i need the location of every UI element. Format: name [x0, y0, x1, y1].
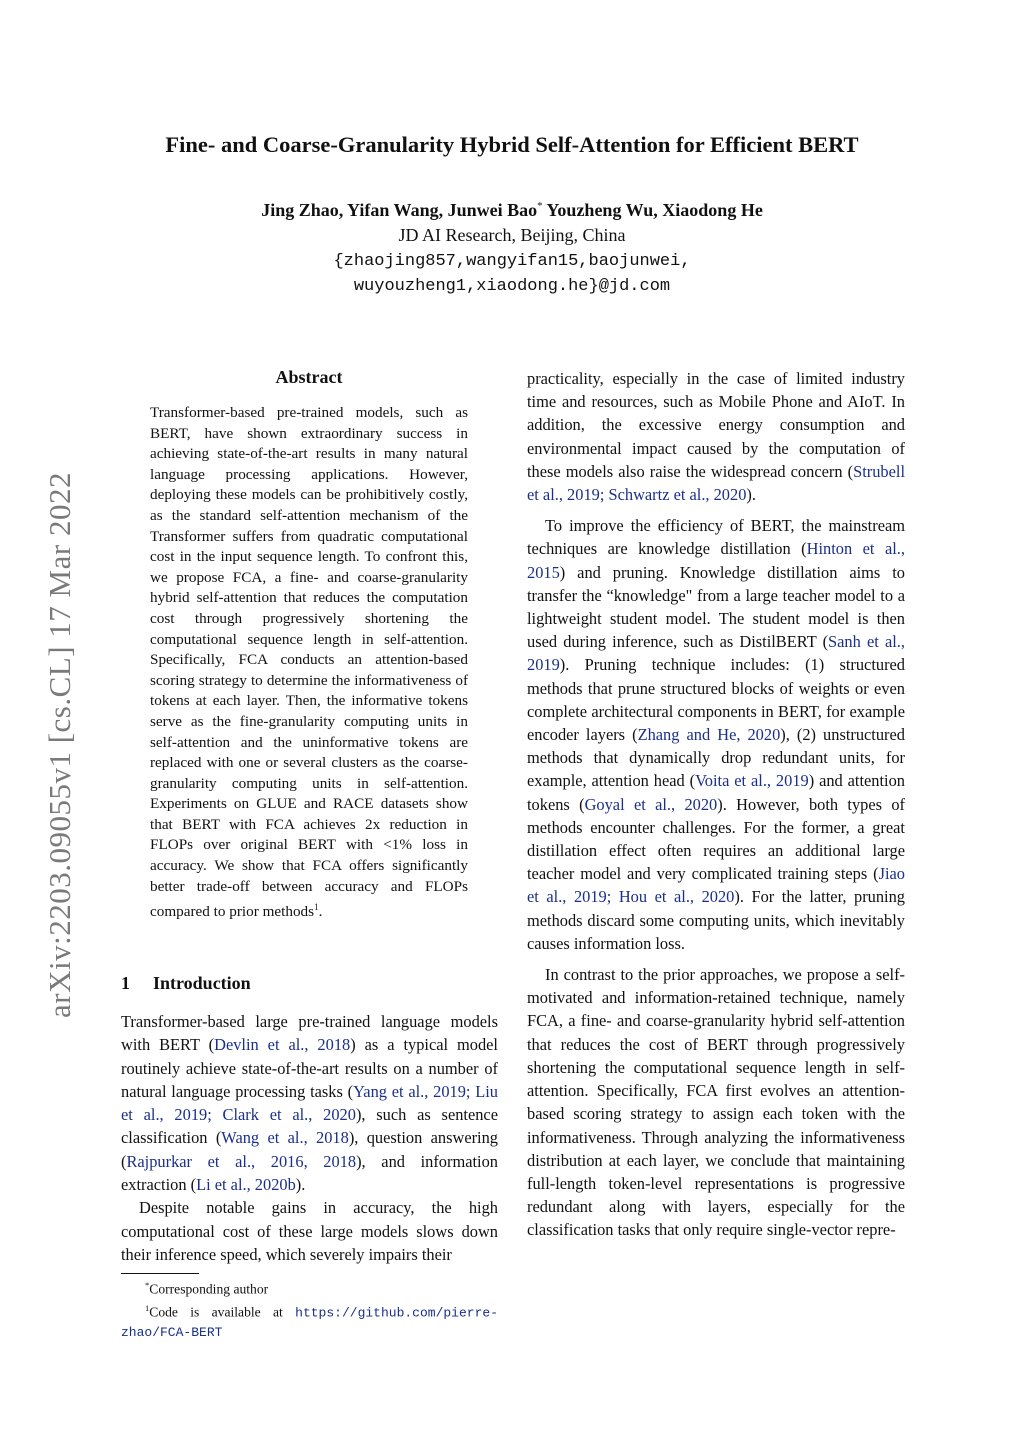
email-line-2: wuyouzheng1,xiaodong.he}@jd.com	[353, 276, 671, 296]
author-names-first: Jing Zhao, Yifan Wang, Junwei Bao	[261, 200, 538, 220]
footnote-mark: *	[145, 1280, 150, 1290]
footnote-code	[121, 1299, 498, 1343]
citation-link[interactable]: Jiao et al., 2019; Hou et al., 2020	[527, 864, 905, 907]
footnote-text: Corresponding author	[149, 1281, 269, 1297]
text-run: ) as a typical model routinely achieve state-of-the-art results on a number of natural language processing tasks (	[121, 1035, 498, 1101]
text-run: To improve the efficiency of BERT, the mainstream techniques are knowledge distillation (	[527, 516, 905, 559]
intro-paragraph-1	[121, 1010, 498, 1196]
text-run: ) and attention tokens (	[527, 771, 905, 814]
citation-link[interactable]: Yang et al., 2019; Liu et al., 2019; Clark et al., 2020	[121, 1081, 498, 1125]
text-run: ).	[295, 1175, 306, 1195]
text-run: practicality, especially in the case of limited industry time and resources, such as Mobile Phone and AIoT. In addition, the excessive energy consumption and environmental impact caused by the computation of these models also raise the widespread concern (	[527, 369, 905, 481]
text-run: ), question answering (	[121, 1128, 499, 1171]
body-paragraph-3: In contrast to the prior approaches, we propose a self-motivated and information-retained technique, namely FCA, a fine- and coarse-granularity hybrid self-attention that reduces the cost of BERT through progressively shortening the computational sequence length in self-attention. Specifically, FCA first evolves an attention-based scoring strategy to assign each token with the informativeness. Through analyzing the informativeness distribution at each layer, we conclude that maintaining full-length token-level representations is progressive redundant along with layers, especially for the classification tasks that only require single-vector repre-	[527, 965, 905, 1240]
body-paragraph-1	[527, 367, 905, 506]
email-line-1: {zhaojing857,wangyifan15,baojunwei,	[333, 252, 691, 271]
section-title: Introduction	[153, 973, 251, 993]
left-column	[121, 1010, 498, 1266]
text-run: ), such as sentence classification (	[121, 1105, 498, 1148]
affiliation: JD AI Research, Beijing, China	[398, 225, 626, 245]
citation-link[interactable]: Goyal et al., 2020	[584, 794, 718, 814]
footnote-text: Code is available at	[149, 1304, 296, 1320]
citation-link[interactable]: Devlin et al., 2018	[214, 1035, 351, 1055]
footnote-divider	[121, 1273, 199, 1274]
footnote-ref[interactable]: 1	[314, 902, 319, 913]
footnotes	[121, 1276, 498, 1343]
text-run: ). Pruning technique includes: (1) structured methods that prune structured blocks of weights or even complete architectural components in BERT, for example encoder layers (	[527, 655, 905, 745]
footnote-corresponding	[121, 1276, 498, 1299]
code-url-link[interactable]: https://github.com/pierre-zhao/FCA-BERT	[121, 1305, 498, 1341]
text-run: ), (2) unstructured methods that dynamically drop redundant units, for example, attention head (	[527, 725, 905, 791]
intro-paragraph-2: Despite notable gains in accuracy, the high computational cost of these large models slows down their inference speed, which severely impairs their	[121, 1198, 498, 1264]
abstract-end: .	[318, 903, 323, 921]
citation-link[interactable]: Zhang and He, 2020	[637, 725, 781, 745]
body-paragraph-2	[527, 514, 905, 955]
citation-link[interactable]: Sanh et al., 2019	[527, 632, 905, 675]
author-names-rest: Youzheng Wu, Xiaodong He	[542, 200, 763, 220]
arxiv-side-stamp: arXiv:2203.09055v1 [cs.CL] 17 Mar 2022	[42, 472, 77, 1018]
text-run: ). For the latter, pruning methods discard some computing units, which inevitably causes information loss.	[527, 887, 906, 953]
abstract-text: Transformer-based pre-trained models, such as BERT, have shown extraordinary success in achieving state-of-the-art results in many natural language processing applications. However, deploying these models can be prohibitively costly, as the standard self-attention mechanism of the Transformer suffers from quadratic computational cost in the input sequence length. To confront this, we propose FCA, a fine- and coarse-granularity hybrid self-attention that reduces the computation cost through progressively shortening the computational sequence length in self-attention. Specifically, FCA conducts an attention-based scoring strategy to determine the informativeness of tokens at each layer. Then, the informative tokens serve as the fine-granularity computing units in self-attention and the uninformative tokens are replaced with one or several clusters as the coarse-granularity computing units in self-attention. Experiments on GLUE and RACE datasets show that BERT with FCA achieves 2x reduction in FLOPs over original BERT with <1% loss in accuracy. We show that FCA offers significantly better trade-off between accuracy and FLOPs compared to prior methods	[150, 404, 468, 921]
section-number: 1	[121, 973, 130, 993]
author-list	[0, 200, 1024, 221]
abstract-body	[150, 403, 468, 923]
email-block	[0, 250, 1024, 299]
text-run: Transformer-based large pre-trained language models with BERT (	[121, 1012, 498, 1055]
right-column	[527, 367, 905, 1242]
text-run: ), and information extraction (	[121, 1151, 498, 1195]
text-run: ). However, both types of methods encounter challenges. For the former, a great distillation effect often requires an additional large teacher model and very complicated training steps (	[527, 794, 905, 884]
text-run: ).	[746, 485, 756, 505]
citation-link[interactable]: Hinton et al., 2015	[527, 539, 905, 582]
citation-link[interactable]: Wang et al., 2018	[221, 1128, 349, 1148]
citation-link[interactable]: Rajpurkar et al., 2016, 2018	[126, 1151, 357, 1171]
corresponding-mark: *	[537, 200, 543, 212]
citation-link[interactable]: Li et al., 2020b	[196, 1175, 296, 1195]
text-run: ) and pruning. Knowledge distillation aims to transfer the “knowledge" from a large teacher model to a lightweight student model. The student model is then used during inference, such as DistilBERT (	[527, 562, 905, 652]
paper-title: Fine- and Coarse-Granularity Hybrid Self-Attention for Efficient BERT	[165, 132, 859, 157]
citation-link[interactable]: Voita et al., 2019	[695, 771, 809, 791]
footnote-mark: 1	[145, 1303, 150, 1314]
abstract-heading: Abstract	[275, 367, 343, 387]
section-heading	[121, 973, 251, 994]
citation-link[interactable]: Strubell et al., 2019; Schwartz et al., 2020	[527, 461, 905, 505]
